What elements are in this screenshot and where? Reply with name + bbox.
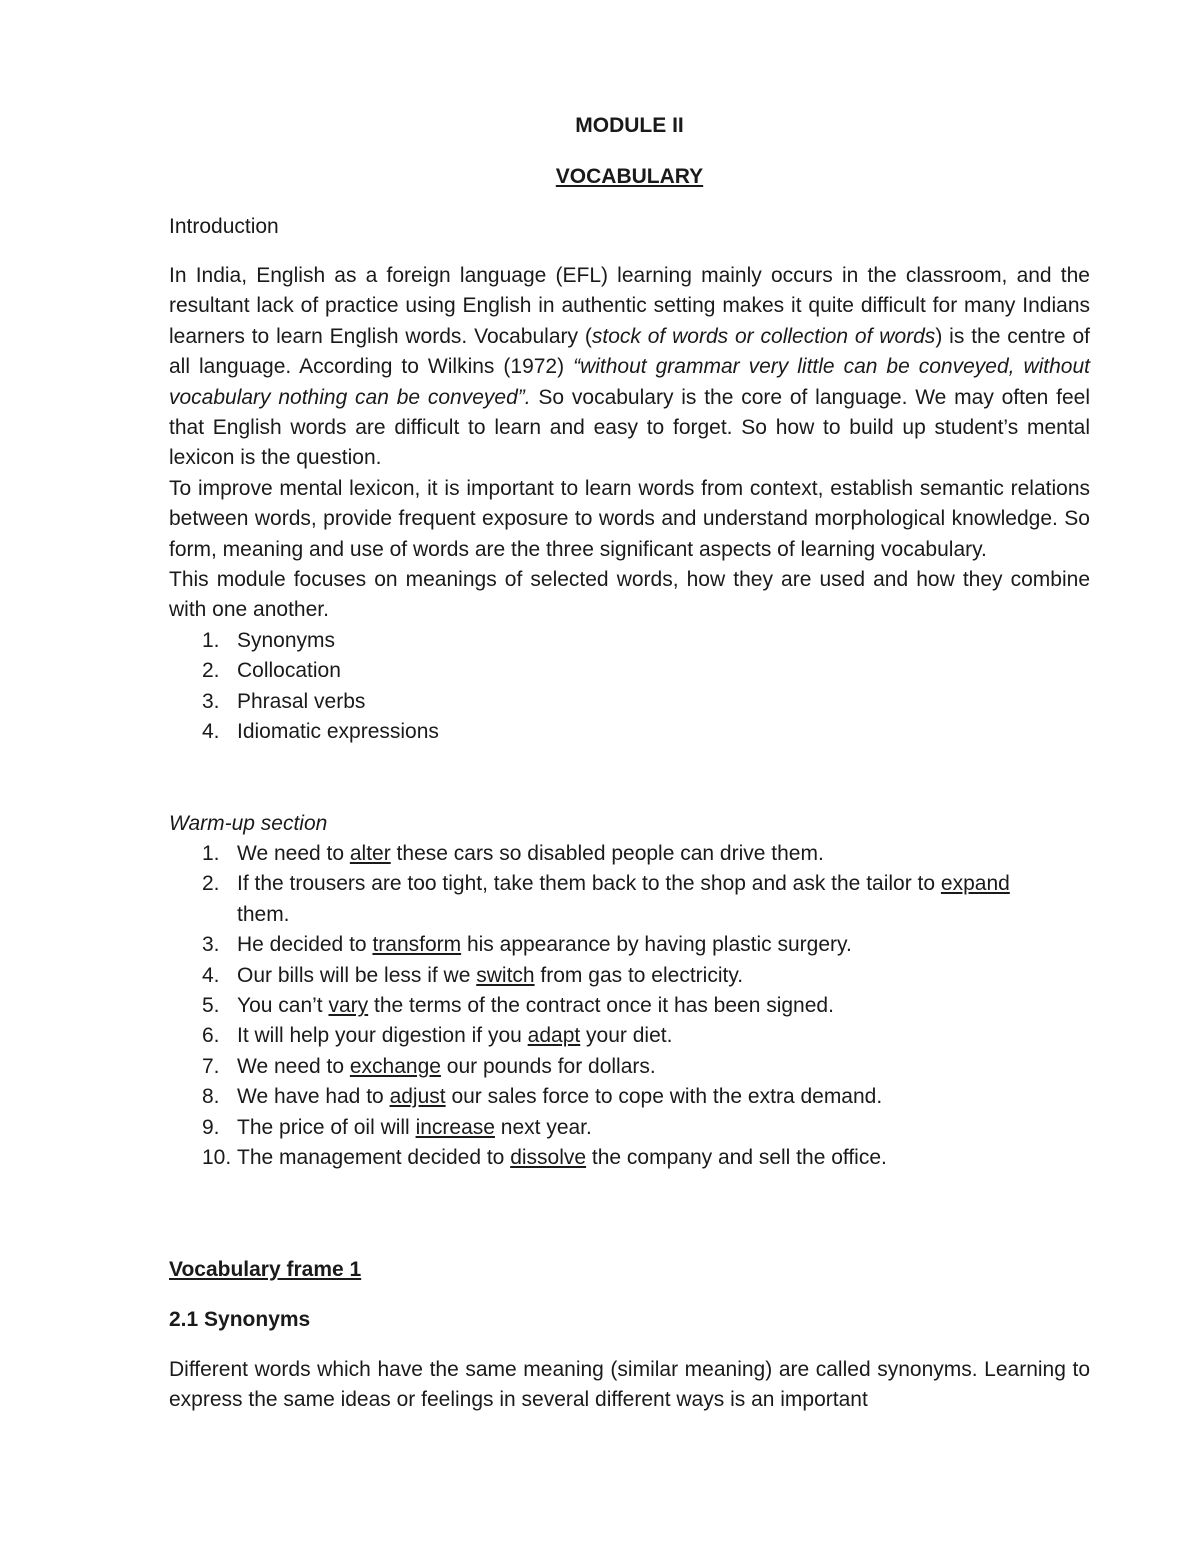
topic-label: Phrasal verbs (237, 689, 366, 713)
introduction-heading: Introduction (169, 215, 279, 238)
list-item (169, 1052, 1090, 1082)
sentence-start: You can’t (237, 994, 329, 1018)
list-item (169, 961, 1090, 991)
target-word: adjust (389, 1085, 446, 1109)
list-number: 2. (202, 872, 220, 896)
target-word: exchange (349, 1054, 441, 1078)
list-item (169, 991, 1090, 1021)
topic-label: Collocation (237, 659, 341, 683)
list-number: 4. (202, 720, 220, 744)
synonyms-heading: 2.1 Synonyms (169, 1308, 311, 1331)
topic-label: Synonyms (237, 628, 336, 652)
target-word: transform (372, 933, 462, 957)
list-item (169, 717, 1090, 747)
sentence-end: the company and sell the office. (586, 1146, 887, 1170)
list-item (169, 687, 1090, 717)
intro-paragraph-1 (169, 261, 1090, 474)
list-item (169, 839, 1090, 869)
list-item (169, 1021, 1090, 1051)
target-word: expand (940, 872, 1010, 896)
sentence-start: The price of oil will (237, 1115, 416, 1139)
intro-p1-definition: stock of words or collection of words (591, 324, 936, 348)
target-word: increase (415, 1115, 495, 1139)
intro-p1-part-a: In India, English as a foreign language (EFL) learning mainly occurs in the classroom, and the resultant lack of practice using English in authentic setting makes it quite difficult for many Indians learners to learn English words. Vocabulary ( (169, 264, 1090, 348)
list-number: 2. (202, 659, 220, 683)
list-number: 9. (202, 1115, 220, 1139)
intro-p1-part-c: ) is the centre of all language. According to Wilkins (1972) (169, 324, 1090, 379)
sentence-start: It will help your digestion if you (237, 1024, 528, 1048)
intro-paragraph-3: This module focuses on meanings of selected words, how they are used and how they combine with one another. (169, 568, 1090, 622)
synonyms-text: Different words which have the same meaning (similar meaning) are called synonyms. Learning to express the same ideas or feelings in several different ways is an important (169, 1358, 1090, 1412)
list-number: 7. (202, 1054, 220, 1078)
sentence-end: our sales force to cope with the extra demand. (445, 1085, 883, 1109)
list-number: 1. (202, 842, 220, 865)
list-number: 8. (202, 1085, 220, 1109)
sentence-start: We need to (237, 842, 350, 865)
sentence-end: the terms of the contract once it has been signed. (368, 994, 834, 1018)
module-title: MODULE II (575, 114, 684, 137)
introduction-body (169, 261, 1090, 748)
sentence-start: If the trousers are too tight, take them back to the shop and ask the tailor to (237, 872, 941, 896)
sentence-end: from gas to electricity. (534, 963, 744, 987)
sentence-end: our pounds for dollars. (440, 1054, 656, 1078)
list-item (169, 869, 1090, 930)
sentence-start: He decided to (237, 933, 373, 957)
section-title: VOCABULARY (555, 165, 704, 188)
sentence-start: Our bills will be less if we (237, 963, 477, 987)
sentence-end: these cars so disabled people can drive them. (390, 842, 824, 865)
target-word: vary (328, 994, 369, 1018)
intro-p1-quote: “without grammar very little can be conveyed, without vocabulary nothing can be conveyed”. (169, 355, 1090, 409)
synonyms-paragraph (169, 1355, 1090, 1416)
list-item (169, 1143, 1090, 1173)
module-topics-list (169, 626, 1090, 748)
target-word: adapt (527, 1024, 581, 1048)
vocabulary-frame-heading: Vocabulary frame 1 (169, 1258, 362, 1281)
sentence-start: The management decided to (237, 1146, 511, 1170)
sentence-end: them. (237, 902, 290, 926)
list-item (169, 1082, 1090, 1112)
warmup-list (169, 839, 1090, 1173)
warmup-heading: Warm-up section (169, 812, 328, 835)
target-word: alter (349, 842, 391, 865)
list-item (169, 1113, 1090, 1143)
target-word: switch (476, 963, 535, 987)
sentence-start: We have had to (237, 1085, 390, 1109)
topic-label: Idiomatic expressions (237, 720, 439, 744)
list-number: 3. (202, 689, 220, 713)
list-number: 5. (202, 994, 220, 1018)
intro-paragraph-2: To improve mental lexicon, it is important to learn words from context, establish semantic relations between words, provide frequent exposure to words and understand morphological knowledge. So form, meaning and use of words are the three significant aspects of learning vocabulary. (169, 476, 1090, 561)
list-number: 6. (202, 1024, 220, 1048)
intro-p1-part-e: So vocabulary is the core of language. We may often feel that English words are difficult to learn and easy to forget. So how to build up student’s mental lexicon is the question. (169, 385, 1090, 470)
list-number: 4. (202, 963, 220, 987)
list-number: 3. (202, 933, 220, 957)
list-item (169, 626, 1090, 656)
list-number: 1. (202, 628, 220, 652)
list-number: 10. (202, 1146, 232, 1170)
list-item (169, 656, 1090, 686)
target-word: dissolve (510, 1146, 587, 1170)
sentence-start: We need to (237, 1054, 350, 1078)
sentence-end: his appearance by having plastic surgery. (461, 933, 852, 957)
sentence-end: next year. (494, 1115, 592, 1139)
sentence-end: your diet. (580, 1024, 673, 1048)
list-item (169, 930, 1090, 960)
